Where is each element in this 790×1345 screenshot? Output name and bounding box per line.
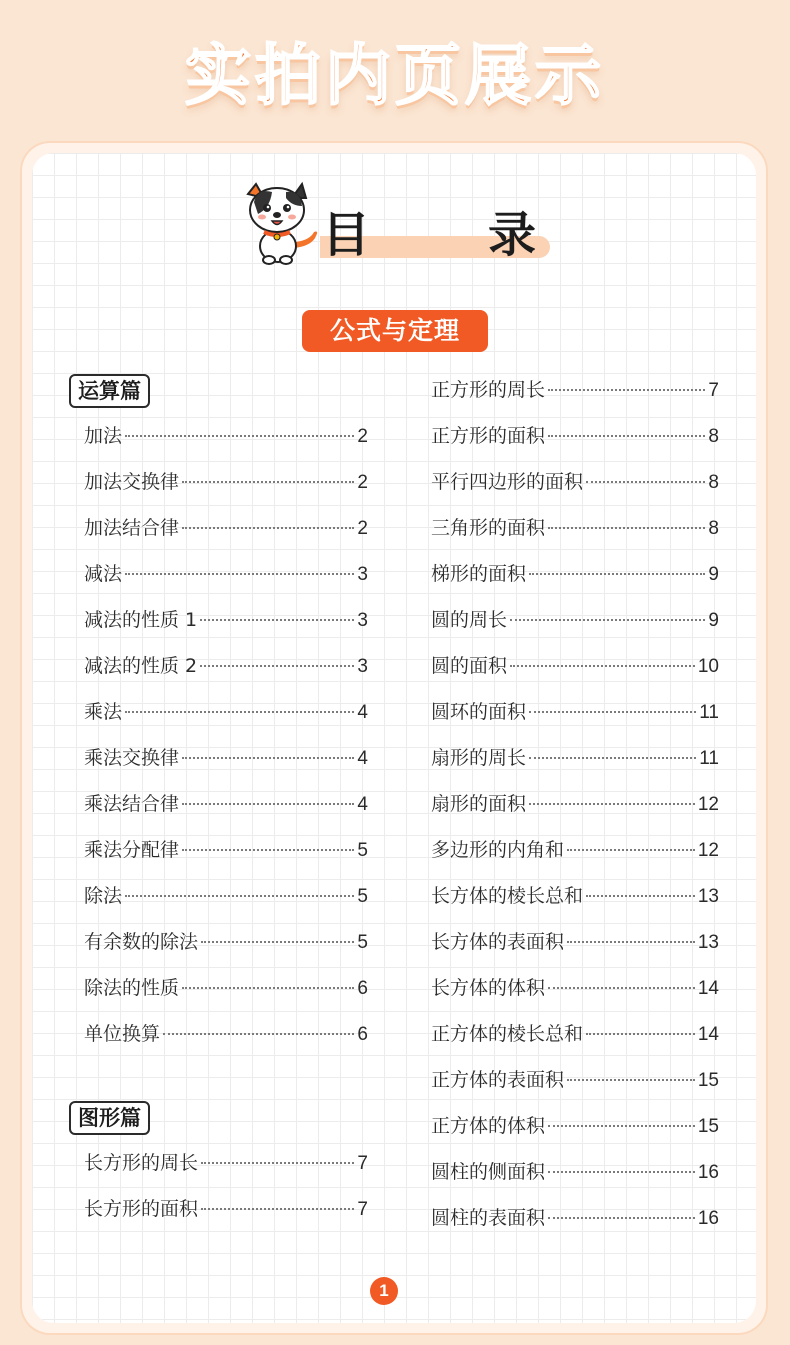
toc-entry-label: 正方形的面积 <box>431 425 546 447</box>
dot-leader <box>163 1033 354 1035</box>
toc-entry-label: 有余数的除法 <box>84 931 199 953</box>
page-title-left: 目 <box>322 207 371 263</box>
dot-leader <box>529 711 696 713</box>
toc-entry[interactable] <box>84 1148 368 1174</box>
toc-entry-label: 减法的性质 2 <box>84 655 198 677</box>
toc-entry-page: 8 <box>708 472 719 493</box>
toc-entry-label: 长方体的棱长总和 <box>431 885 584 907</box>
dot-leader <box>182 849 354 851</box>
toc-entry-label: 减法的性质 1 <box>84 609 198 631</box>
dot-leader <box>200 665 354 667</box>
dot-leader <box>567 849 695 851</box>
toc-entry[interactable] <box>431 421 719 447</box>
toc-entry-page: 3 <box>357 656 368 677</box>
dot-leader <box>548 1217 695 1219</box>
toc-entry-label: 长方形的面积 <box>84 1198 199 1220</box>
toc-entry[interactable] <box>84 789 368 815</box>
toc-entry-label: 乘法 <box>84 701 123 723</box>
toc-entry-page: 16 <box>697 1208 719 1229</box>
toc-entry[interactable] <box>84 835 368 861</box>
toc-entry-label: 加法交换律 <box>84 471 180 493</box>
page-title-right: 录 <box>488 207 537 263</box>
dot-leader <box>510 665 695 667</box>
dot-leader <box>586 895 695 897</box>
toc-entry[interactable] <box>431 789 719 815</box>
dot-leader <box>182 987 354 989</box>
toc-entry-page: 8 <box>708 426 719 447</box>
toc-entry-page: 7 <box>357 1199 368 1220</box>
toc-entry-label: 乘法交换律 <box>84 747 180 769</box>
toc-entry[interactable] <box>431 697 719 723</box>
toc-entry[interactable] <box>431 973 719 999</box>
section-tag-geometry: 图形篇 <box>69 1101 150 1135</box>
section-tag-arithmetic: 运算篇 <box>69 374 150 408</box>
toc-entry-label: 减法 <box>84 563 123 585</box>
dot-leader <box>125 573 354 575</box>
toc-entry-page: 12 <box>697 840 719 861</box>
toc-entry[interactable] <box>431 1019 719 1045</box>
toc-entry-page: 2 <box>357 518 368 539</box>
toc-entry-page: 6 <box>357 1024 368 1045</box>
toc-entry-page: 3 <box>357 610 368 631</box>
toc-entry[interactable] <box>431 835 719 861</box>
toc-entry-page: 5 <box>357 932 368 953</box>
toc-entry[interactable] <box>431 1203 719 1229</box>
dot-leader <box>586 1033 695 1035</box>
toc-entry-label: 除法 <box>84 885 123 907</box>
dot-leader <box>567 941 695 943</box>
toc-entry-label: 单位换算 <box>84 1023 161 1045</box>
dot-leader <box>548 389 705 391</box>
page-number-badge: 1 <box>370 1277 398 1305</box>
dot-leader <box>201 941 354 943</box>
toc-entry-label: 三角形的面积 <box>431 517 546 539</box>
toc-entry[interactable] <box>84 1194 368 1220</box>
toc-entry[interactable] <box>431 927 719 953</box>
toc-entry-label: 平行四边形的面积 <box>431 471 584 493</box>
toc-entry[interactable] <box>431 375 719 401</box>
toc-entry[interactable] <box>431 743 719 769</box>
toc-entry-page: 4 <box>357 794 368 815</box>
toc-entry-label: 梯形的面积 <box>431 563 527 585</box>
toc-entry-label: 乘法分配律 <box>84 839 180 861</box>
toc-entry[interactable] <box>84 421 368 447</box>
toc-entry[interactable] <box>431 559 719 585</box>
toc-entry-label: 正方形的周长 <box>431 379 546 401</box>
dot-leader <box>200 619 354 621</box>
dot-leader <box>529 803 695 805</box>
toc-entry-label: 正方体的棱长总和 <box>431 1023 584 1045</box>
toc-entry-label: 圆柱的侧面积 <box>431 1161 546 1183</box>
toc-entry-page: 5 <box>357 886 368 907</box>
toc-entry-label: 圆的周长 <box>431 609 508 631</box>
toc-entry-label: 多边形的内角和 <box>431 839 565 861</box>
toc-entry-page: 10 <box>697 656 719 677</box>
toc-entry-page: 3 <box>357 564 368 585</box>
toc-entry-label: 加法 <box>84 425 123 447</box>
toc-entry[interactable] <box>431 1111 719 1137</box>
toc-entry[interactable] <box>431 651 719 677</box>
dot-leader <box>548 1171 695 1173</box>
toc-entry[interactable] <box>431 467 719 493</box>
toc-entry[interactable] <box>431 1157 719 1183</box>
toc-entry-page: 7 <box>708 380 719 401</box>
toc-entry-page: 2 <box>357 472 368 493</box>
dot-leader <box>182 527 354 529</box>
toc-entry-label: 长方体的表面积 <box>431 931 565 953</box>
dot-leader <box>548 527 705 529</box>
toc-entry-page: 2 <box>357 426 368 447</box>
toc-entry-page: 14 <box>697 978 719 999</box>
toc-entry[interactable] <box>431 513 719 539</box>
dot-leader <box>548 987 695 989</box>
toc-entry-page: 9 <box>708 564 719 585</box>
toc-entry-label: 乘法结合律 <box>84 793 180 815</box>
dot-leader <box>548 435 705 437</box>
toc-entry-label: 长方形的周长 <box>84 1152 199 1174</box>
toc-entry[interactable] <box>84 467 368 493</box>
toc-entry-page: 4 <box>357 702 368 723</box>
toc-entry-page: 15 <box>697 1070 719 1091</box>
dot-leader <box>201 1162 354 1164</box>
toc-entry[interactable] <box>84 743 368 769</box>
dot-leader <box>125 895 354 897</box>
dot-leader <box>182 803 354 805</box>
toc-entry-label: 圆环的面积 <box>431 701 527 723</box>
toc-entry-page: 11 <box>699 702 719 723</box>
dot-leader <box>586 481 705 483</box>
toc-entry-page: 8 <box>708 518 719 539</box>
toc-entry-page: 11 <box>699 748 719 769</box>
toc-entry-label: 加法结合律 <box>84 517 180 539</box>
toc-entry-page: 4 <box>357 748 368 769</box>
toc-entry-page: 6 <box>357 978 368 999</box>
dot-leader <box>529 573 705 575</box>
dot-leader <box>125 711 354 713</box>
toc-entry-label: 正方体的表面积 <box>431 1069 565 1091</box>
toc-entry-page: 14 <box>697 1024 719 1045</box>
dot-leader <box>182 481 354 483</box>
dot-leader <box>548 1125 695 1127</box>
toc-entry[interactable] <box>84 973 368 999</box>
toc-entry[interactable] <box>84 881 368 907</box>
toc-entry[interactable] <box>431 1065 719 1091</box>
cartoon-dog-icon <box>236 180 322 266</box>
toc-entry[interactable] <box>84 651 368 677</box>
toc-entry[interactable] <box>84 513 368 539</box>
toc-entry-label: 除法的性质 <box>84 977 180 999</box>
dot-leader <box>510 619 705 621</box>
dot-leader <box>201 1208 354 1210</box>
toc-entry[interactable] <box>84 1019 368 1045</box>
toc-entry-page: 5 <box>357 840 368 861</box>
toc-entry[interactable] <box>431 881 719 907</box>
dot-leader <box>182 757 354 759</box>
toc-entry-label: 圆的面积 <box>431 655 508 677</box>
toc-entry-label: 圆柱的表面积 <box>431 1207 546 1229</box>
toc-entry-page: 12 <box>697 794 719 815</box>
toc-entry-label: 扇形的面积 <box>431 793 527 815</box>
toc-entry-page: 16 <box>697 1162 719 1183</box>
toc-entry[interactable] <box>84 927 368 953</box>
toc-entry-page: 15 <box>697 1116 719 1137</box>
toc-entry-page: 7 <box>357 1153 368 1174</box>
toc-entry-label: 扇形的周长 <box>431 747 527 769</box>
dot-leader <box>529 757 696 759</box>
dot-leader <box>567 1079 695 1081</box>
banner-title: 实拍内页展示 <box>185 37 605 114</box>
dot-leader <box>125 435 354 437</box>
toc-entry[interactable] <box>84 559 368 585</box>
toc-entry-label: 长方体的体积 <box>431 977 546 999</box>
toc-entry-page: 13 <box>697 886 719 907</box>
toc-entry[interactable] <box>84 605 368 631</box>
category-label: 公式与定理 <box>302 310 488 352</box>
toc-entry[interactable] <box>84 697 368 723</box>
toc-entry-page: 9 <box>708 610 719 631</box>
toc-entry-label: 正方体的体积 <box>431 1115 546 1137</box>
toc-entry-page: 13 <box>697 932 719 953</box>
toc-entry[interactable] <box>431 605 719 631</box>
